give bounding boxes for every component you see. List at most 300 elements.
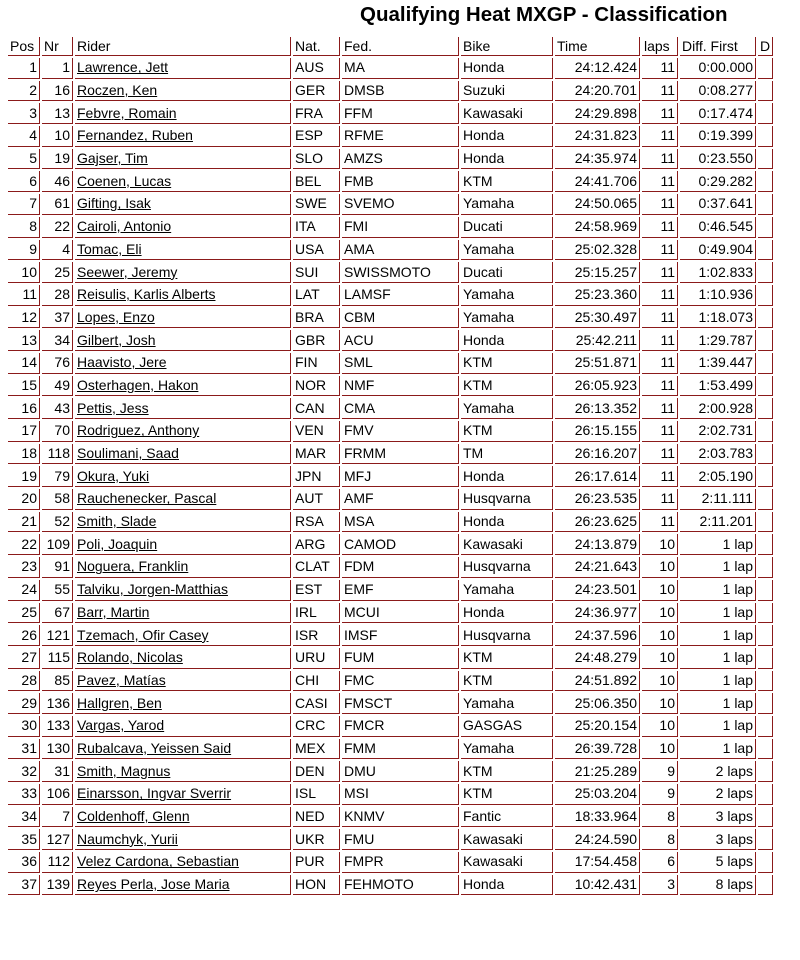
rider-link[interactable]: Noguera, Franklin bbox=[77, 558, 189, 575]
cell-pos: 6 bbox=[8, 171, 40, 192]
cell-laps: 10 bbox=[642, 671, 678, 692]
cell-fed: AMZS bbox=[342, 149, 459, 170]
cell-extra bbox=[758, 330, 773, 351]
rider-link[interactable]: Roczen, Ken bbox=[77, 82, 158, 99]
cell-bike: KTM bbox=[461, 784, 553, 805]
cell-nr: 13 bbox=[42, 103, 73, 124]
cell-laps: 11 bbox=[642, 489, 678, 510]
cell-nr: 127 bbox=[42, 829, 73, 850]
rider-link[interactable]: Vargas, Yarod bbox=[77, 717, 165, 734]
table-row bbox=[8, 58, 773, 79]
cell-extra bbox=[758, 534, 773, 555]
cell-bike: Honda bbox=[461, 603, 553, 624]
cell-rider bbox=[75, 444, 291, 465]
cell-nr: 106 bbox=[42, 784, 73, 805]
rider-link[interactable]: Rubalcava, Yeissen Said bbox=[77, 739, 232, 756]
cell-nr: 34 bbox=[42, 330, 73, 351]
table-row bbox=[8, 444, 773, 465]
cell-laps: 11 bbox=[642, 421, 678, 442]
cell-rider bbox=[75, 149, 291, 170]
rider-link[interactable]: Lopes, Enzo bbox=[77, 308, 155, 325]
table-row bbox=[8, 353, 773, 374]
cell-time: 26:39.728 bbox=[555, 739, 640, 760]
cell-fed: NMF bbox=[342, 376, 459, 397]
cell-laps: 10 bbox=[642, 739, 678, 760]
cell-nat: VEN bbox=[293, 421, 340, 442]
cell-extra bbox=[758, 126, 773, 147]
cell-nat: GER bbox=[293, 81, 340, 102]
rider-link[interactable]: Haavisto, Jere bbox=[77, 354, 167, 371]
table-header-row bbox=[8, 37, 773, 56]
cell-fed: FUM bbox=[342, 648, 459, 669]
cell-diff-first: 2:11.111 bbox=[680, 489, 756, 510]
cell-bike: Yamaha bbox=[461, 693, 553, 714]
cell-bike: Yamaha bbox=[461, 580, 553, 601]
cell-fed: MSI bbox=[342, 784, 459, 805]
cell-diff-first: 0:37.641 bbox=[680, 194, 756, 215]
cell-rider bbox=[75, 534, 291, 555]
cell-pos: 24 bbox=[8, 580, 40, 601]
table-row bbox=[8, 398, 773, 419]
rider-link[interactable]: Rodriguez, Anthony bbox=[77, 422, 200, 439]
cell-rider bbox=[75, 285, 291, 306]
rider-link[interactable]: Tzemach, Ofir Casey bbox=[77, 626, 209, 643]
cell-nat: ARG bbox=[293, 534, 340, 555]
rider-link[interactable]: Febvre, Romain bbox=[77, 104, 177, 121]
cell-laps: 9 bbox=[642, 761, 678, 782]
rider-link[interactable]: Okura, Yuki bbox=[77, 467, 150, 484]
cell-pos: 37 bbox=[8, 875, 40, 896]
rider-link[interactable]: Gilbert, Josh bbox=[77, 331, 156, 348]
cell-nr: 109 bbox=[42, 534, 73, 555]
cell-time: 26:15.155 bbox=[555, 421, 640, 442]
cell-nr: 85 bbox=[42, 671, 73, 692]
cell-laps: 10 bbox=[642, 716, 678, 737]
header-laps[interactable]: laps bbox=[642, 37, 678, 56]
cell-rider bbox=[75, 171, 291, 192]
cell-diff-first: 0:17.474 bbox=[680, 103, 756, 124]
cell-extra bbox=[758, 875, 773, 896]
cell-fed: FMI bbox=[342, 217, 459, 238]
rider-link[interactable]: Coenen, Lucas bbox=[77, 172, 172, 189]
rider-link[interactable]: Pettis, Jess bbox=[77, 399, 149, 416]
rider-link[interactable]: Seewer, Jeremy bbox=[77, 263, 178, 280]
cell-rider bbox=[75, 625, 291, 646]
cell-extra bbox=[758, 671, 773, 692]
cell-nat: NED bbox=[293, 807, 340, 828]
cell-time: 24:21.643 bbox=[555, 557, 640, 578]
cell-bike: Ducati bbox=[461, 262, 553, 283]
rider-link[interactable]: Pavez, Matías bbox=[77, 671, 166, 688]
table-body bbox=[8, 58, 773, 895]
cell-pos: 13 bbox=[8, 330, 40, 351]
cell-time: 25:23.360 bbox=[555, 285, 640, 306]
cell-time: 24:51.892 bbox=[555, 671, 640, 692]
rider-link[interactable]: Tomac, Eli bbox=[77, 240, 142, 257]
cell-diff-first: 0:00.000 bbox=[680, 58, 756, 79]
cell-rider bbox=[75, 421, 291, 442]
cell-diff-first: 1 lap bbox=[680, 693, 756, 714]
cell-rider bbox=[75, 671, 291, 692]
cell-nat: GBR bbox=[293, 330, 340, 351]
cell-nat: BEL bbox=[293, 171, 340, 192]
table-row bbox=[8, 671, 773, 692]
cell-fed: MCUI bbox=[342, 603, 459, 624]
table-row bbox=[8, 580, 773, 601]
cell-rider bbox=[75, 739, 291, 760]
cell-pos: 1 bbox=[8, 58, 40, 79]
cell-laps: 10 bbox=[642, 557, 678, 578]
cell-nr: 49 bbox=[42, 376, 73, 397]
cell-diff-first: 1 lap bbox=[680, 557, 756, 578]
cell-rider bbox=[75, 489, 291, 510]
cell-bike: KTM bbox=[461, 376, 553, 397]
cell-fed: KNMV bbox=[342, 807, 459, 828]
cell-laps: 11 bbox=[642, 376, 678, 397]
cell-nat: EST bbox=[293, 580, 340, 601]
cell-time: 25:03.204 bbox=[555, 784, 640, 805]
cell-fed: ACU bbox=[342, 330, 459, 351]
cell-rider bbox=[75, 126, 291, 147]
cell-time: 24:37.596 bbox=[555, 625, 640, 646]
table-row bbox=[8, 421, 773, 442]
cell-diff-first: 1 lap bbox=[680, 625, 756, 646]
cell-nr: 10 bbox=[42, 126, 73, 147]
cell-nat: JPN bbox=[293, 466, 340, 487]
cell-laps: 11 bbox=[642, 353, 678, 374]
cell-fed: FMSCT bbox=[342, 693, 459, 714]
cell-time: 24:13.879 bbox=[555, 534, 640, 555]
cell-nat: MEX bbox=[293, 739, 340, 760]
cell-time: 25:42.211 bbox=[555, 330, 640, 351]
cell-bike: Yamaha bbox=[461, 285, 553, 306]
rider-link[interactable]: Einarsson, Ingvar Sverrir bbox=[77, 785, 232, 802]
cell-nat: CRC bbox=[293, 716, 340, 737]
cell-time: 24:58.969 bbox=[555, 217, 640, 238]
rider-link[interactable]: Rolando, Nicolas bbox=[77, 649, 183, 666]
header-fed[interactable]: Fed. bbox=[342, 37, 459, 56]
cell-time: 25:02.328 bbox=[555, 240, 640, 261]
cell-nr: 43 bbox=[42, 398, 73, 419]
cell-extra bbox=[758, 285, 773, 306]
cell-diff-first: 0:19.399 bbox=[680, 126, 756, 147]
cell-laps: 8 bbox=[642, 807, 678, 828]
cell-diff-first: 1:10.936 bbox=[680, 285, 756, 306]
cell-laps: 11 bbox=[642, 330, 678, 351]
cell-rider bbox=[75, 852, 291, 873]
cell-time: 26:23.535 bbox=[555, 489, 640, 510]
rider-link[interactable]: Naumchyk, Yurii bbox=[77, 830, 178, 847]
cell-diff-first: 3 laps bbox=[680, 829, 756, 850]
cell-nr: 136 bbox=[42, 693, 73, 714]
cell-time: 26:16.207 bbox=[555, 444, 640, 465]
header-rider[interactable]: Rider bbox=[75, 37, 291, 56]
cell-nat: SWE bbox=[293, 194, 340, 215]
cell-rider bbox=[75, 194, 291, 215]
cell-bike: KTM bbox=[461, 421, 553, 442]
cell-pos: 3 bbox=[8, 103, 40, 124]
table-row bbox=[8, 534, 773, 555]
cell-pos: 15 bbox=[8, 376, 40, 397]
rider-link[interactable]: Velez Cardona, Sebastian bbox=[77, 853, 239, 870]
cell-extra bbox=[758, 103, 773, 124]
rider-link[interactable]: Fernandez, Ruben bbox=[77, 127, 193, 144]
cell-time: 24:48.279 bbox=[555, 648, 640, 669]
table-row bbox=[8, 149, 773, 170]
cell-time: 26:23.625 bbox=[555, 512, 640, 533]
rider-link[interactable]: Hallgren, Ben bbox=[77, 694, 162, 711]
cell-nat: BRA bbox=[293, 308, 340, 329]
cell-fed: FFM bbox=[342, 103, 459, 124]
cell-laps: 11 bbox=[642, 444, 678, 465]
cell-pos: 12 bbox=[8, 308, 40, 329]
cell-nr: 67 bbox=[42, 603, 73, 624]
cell-pos: 25 bbox=[8, 603, 40, 624]
cell-fed: FMCR bbox=[342, 716, 459, 737]
cell-bike: Honda bbox=[461, 466, 553, 487]
cell-pos: 8 bbox=[8, 217, 40, 238]
cell-laps: 11 bbox=[642, 126, 678, 147]
cell-nr: 70 bbox=[42, 421, 73, 442]
cell-bike: Husqvarna bbox=[461, 557, 553, 578]
cell-fed: FMPR bbox=[342, 852, 459, 873]
cell-fed: FMV bbox=[342, 421, 459, 442]
cell-bike: Yamaha bbox=[461, 194, 553, 215]
cell-fed: FMC bbox=[342, 671, 459, 692]
cell-pos: 18 bbox=[8, 444, 40, 465]
header-time[interactable]: Time bbox=[555, 37, 640, 56]
table-row bbox=[8, 330, 773, 351]
rider-link[interactable]: Coldenhoff, Glenn bbox=[77, 808, 190, 825]
cell-extra bbox=[758, 739, 773, 760]
cell-nat: LAT bbox=[293, 285, 340, 306]
cell-fed: FRMM bbox=[342, 444, 459, 465]
cell-extra bbox=[758, 240, 773, 261]
cell-laps: 11 bbox=[642, 149, 678, 170]
cell-bike: KTM bbox=[461, 671, 553, 692]
cell-pos: 16 bbox=[8, 398, 40, 419]
rider-link[interactable]: Soulimani, Saad bbox=[77, 445, 179, 462]
cell-bike: KTM bbox=[461, 648, 553, 669]
cell-bike: Kawasaki bbox=[461, 829, 553, 850]
cell-nat: USA bbox=[293, 240, 340, 261]
cell-laps: 11 bbox=[642, 512, 678, 533]
cell-diff-first: 1:39.447 bbox=[680, 353, 756, 374]
table-row bbox=[8, 194, 773, 215]
cell-laps: 9 bbox=[642, 784, 678, 805]
cell-pos: 33 bbox=[8, 784, 40, 805]
cell-nr: 28 bbox=[42, 285, 73, 306]
rider-link[interactable]: Gajser, Tim bbox=[77, 150, 148, 167]
cell-laps: 11 bbox=[642, 217, 678, 238]
cell-nr: 46 bbox=[42, 171, 73, 192]
cell-extra bbox=[758, 398, 773, 419]
cell-nat: ESP bbox=[293, 126, 340, 147]
cell-bike: Honda bbox=[461, 58, 553, 79]
cell-bike: Yamaha bbox=[461, 308, 553, 329]
cell-nr: 37 bbox=[42, 308, 73, 329]
cell-rider bbox=[75, 512, 291, 533]
cell-time: 21:25.289 bbox=[555, 761, 640, 782]
table-row bbox=[8, 557, 773, 578]
table-row bbox=[8, 807, 773, 828]
rider-link[interactable]: Cairoli, Antonio bbox=[77, 218, 172, 235]
rider-link[interactable]: Lawrence, Jett bbox=[77, 59, 169, 76]
table-row bbox=[8, 489, 773, 510]
cell-nr: 58 bbox=[42, 489, 73, 510]
rider-link[interactable]: Osterhagen, Hakon bbox=[77, 376, 199, 393]
cell-extra bbox=[758, 557, 773, 578]
cell-fed: RFME bbox=[342, 126, 459, 147]
cell-nr: 7 bbox=[42, 807, 73, 828]
cell-nat: FIN bbox=[293, 353, 340, 374]
cell-extra bbox=[758, 603, 773, 624]
cell-fed: FDM bbox=[342, 557, 459, 578]
cell-extra bbox=[758, 512, 773, 533]
header-diff-first[interactable]: Diff. First bbox=[680, 37, 756, 56]
table-row bbox=[8, 240, 773, 261]
cell-time: 24:24.590 bbox=[555, 829, 640, 850]
cell-diff-first: 2:03.783 bbox=[680, 444, 756, 465]
cell-diff-first: 2:02.731 bbox=[680, 421, 756, 442]
cell-fed: FMB bbox=[342, 171, 459, 192]
cell-nat: ISR bbox=[293, 625, 340, 646]
header-nat[interactable]: Nat. bbox=[293, 37, 340, 56]
cell-extra bbox=[758, 262, 773, 283]
cell-diff-first: 1 lap bbox=[680, 603, 756, 624]
cell-time: 24:36.977 bbox=[555, 603, 640, 624]
cell-time: 10:42.431 bbox=[555, 875, 640, 896]
cell-laps: 11 bbox=[642, 194, 678, 215]
cell-extra bbox=[758, 376, 773, 397]
cell-diff-first: 2:05.190 bbox=[680, 466, 756, 487]
header-pos[interactable]: Pos bbox=[8, 37, 40, 56]
cell-laps: 11 bbox=[642, 81, 678, 102]
cell-pos: 19 bbox=[8, 466, 40, 487]
cell-rider bbox=[75, 648, 291, 669]
cell-time: 24:41.706 bbox=[555, 171, 640, 192]
cell-bike: Honda bbox=[461, 512, 553, 533]
cell-bike: TM bbox=[461, 444, 553, 465]
page-title: Qualifying Heat MXGP - Classification bbox=[360, 3, 728, 26]
cell-nr: 76 bbox=[42, 353, 73, 374]
cell-nat: UKR bbox=[293, 829, 340, 850]
cell-time: 24:23.501 bbox=[555, 580, 640, 601]
cell-nr: 112 bbox=[42, 852, 73, 873]
cell-diff-first: 1:29.787 bbox=[680, 330, 756, 351]
cell-pos: 4 bbox=[8, 126, 40, 147]
cell-fed: FMM bbox=[342, 739, 459, 760]
cell-fed: MA bbox=[342, 58, 459, 79]
cell-laps: 11 bbox=[642, 466, 678, 487]
table-row bbox=[8, 603, 773, 624]
header-nr[interactable]: Nr bbox=[42, 37, 73, 56]
cell-laps: 11 bbox=[642, 171, 678, 192]
cell-rider bbox=[75, 308, 291, 329]
cell-pos: 17 bbox=[8, 421, 40, 442]
header-extra[interactable]: D bbox=[758, 37, 773, 56]
cell-time: 25:51.871 bbox=[555, 353, 640, 374]
cell-diff-first: 2:00.928 bbox=[680, 398, 756, 419]
cell-extra bbox=[758, 149, 773, 170]
cell-time: 24:12.424 bbox=[555, 58, 640, 79]
rider-link[interactable]: Gifting, Isak bbox=[77, 195, 151, 212]
cell-nat: PUR bbox=[293, 852, 340, 873]
rider-link[interactable]: Smith, Slade bbox=[77, 513, 157, 530]
cell-bike: Ducati bbox=[461, 217, 553, 238]
cell-time: 24:20.701 bbox=[555, 81, 640, 102]
rider-link[interactable]: Reisulis, Karlis Alberts bbox=[77, 286, 216, 303]
cell-rider bbox=[75, 761, 291, 782]
cell-laps: 11 bbox=[642, 308, 678, 329]
table-row bbox=[8, 285, 773, 306]
cell-fed: SML bbox=[342, 353, 459, 374]
rider-link[interactable]: Smith, Magnus bbox=[77, 762, 171, 779]
table-row bbox=[8, 308, 773, 329]
cell-laps: 10 bbox=[642, 625, 678, 646]
cell-nat: HON bbox=[293, 875, 340, 896]
cell-fed: SVEMO bbox=[342, 194, 459, 215]
cell-bike: Kawasaki bbox=[461, 534, 553, 555]
cell-laps: 8 bbox=[642, 829, 678, 850]
rider-link[interactable]: Poli, Joaquin bbox=[77, 535, 158, 552]
cell-extra bbox=[758, 761, 773, 782]
header-bike[interactable]: Bike bbox=[461, 37, 553, 56]
table-row bbox=[8, 648, 773, 669]
cell-pos: 9 bbox=[8, 240, 40, 261]
cell-pos: 27 bbox=[8, 648, 40, 669]
cell-bike: Honda bbox=[461, 875, 553, 896]
cell-nr: 118 bbox=[42, 444, 73, 465]
classification-table bbox=[6, 35, 775, 897]
table-row bbox=[8, 761, 773, 782]
table-row bbox=[8, 171, 773, 192]
cell-diff-first: 1 lap bbox=[680, 580, 756, 601]
cell-diff-first: 3 laps bbox=[680, 807, 756, 828]
rider-link[interactable]: Barr, Martin bbox=[77, 603, 150, 620]
cell-nat: CASI bbox=[293, 693, 340, 714]
cell-bike: KTM bbox=[461, 353, 553, 374]
cell-pos: 34 bbox=[8, 807, 40, 828]
cell-pos: 5 bbox=[8, 149, 40, 170]
cell-pos: 7 bbox=[8, 194, 40, 215]
rider-link[interactable]: Reyes Perla, Jose Maria bbox=[77, 876, 230, 893]
cell-diff-first: 2 laps bbox=[680, 784, 756, 805]
cell-extra bbox=[758, 648, 773, 669]
table-row bbox=[8, 716, 773, 737]
cell-time: 24:31.823 bbox=[555, 126, 640, 147]
rider-link[interactable]: Talviku, Jorgen-Matthias bbox=[77, 581, 228, 598]
table-row bbox=[8, 376, 773, 397]
cell-extra bbox=[758, 444, 773, 465]
cell-laps: 11 bbox=[642, 398, 678, 419]
cell-nat: CAN bbox=[293, 398, 340, 419]
cell-fed: MFJ bbox=[342, 466, 459, 487]
cell-pos: 30 bbox=[8, 716, 40, 737]
cell-nat: ITA bbox=[293, 217, 340, 238]
table-row bbox=[8, 784, 773, 805]
cell-bike: Honda bbox=[461, 126, 553, 147]
cell-nat: URU bbox=[293, 648, 340, 669]
cell-pos: 20 bbox=[8, 489, 40, 510]
cell-extra bbox=[758, 58, 773, 79]
cell-bike: Yamaha bbox=[461, 398, 553, 419]
rider-link[interactable]: Rauchenecker, Pascal bbox=[77, 490, 217, 507]
cell-bike: Suzuki bbox=[461, 81, 553, 102]
cell-extra bbox=[758, 308, 773, 329]
cell-fed: AMF bbox=[342, 489, 459, 510]
cell-extra bbox=[758, 580, 773, 601]
